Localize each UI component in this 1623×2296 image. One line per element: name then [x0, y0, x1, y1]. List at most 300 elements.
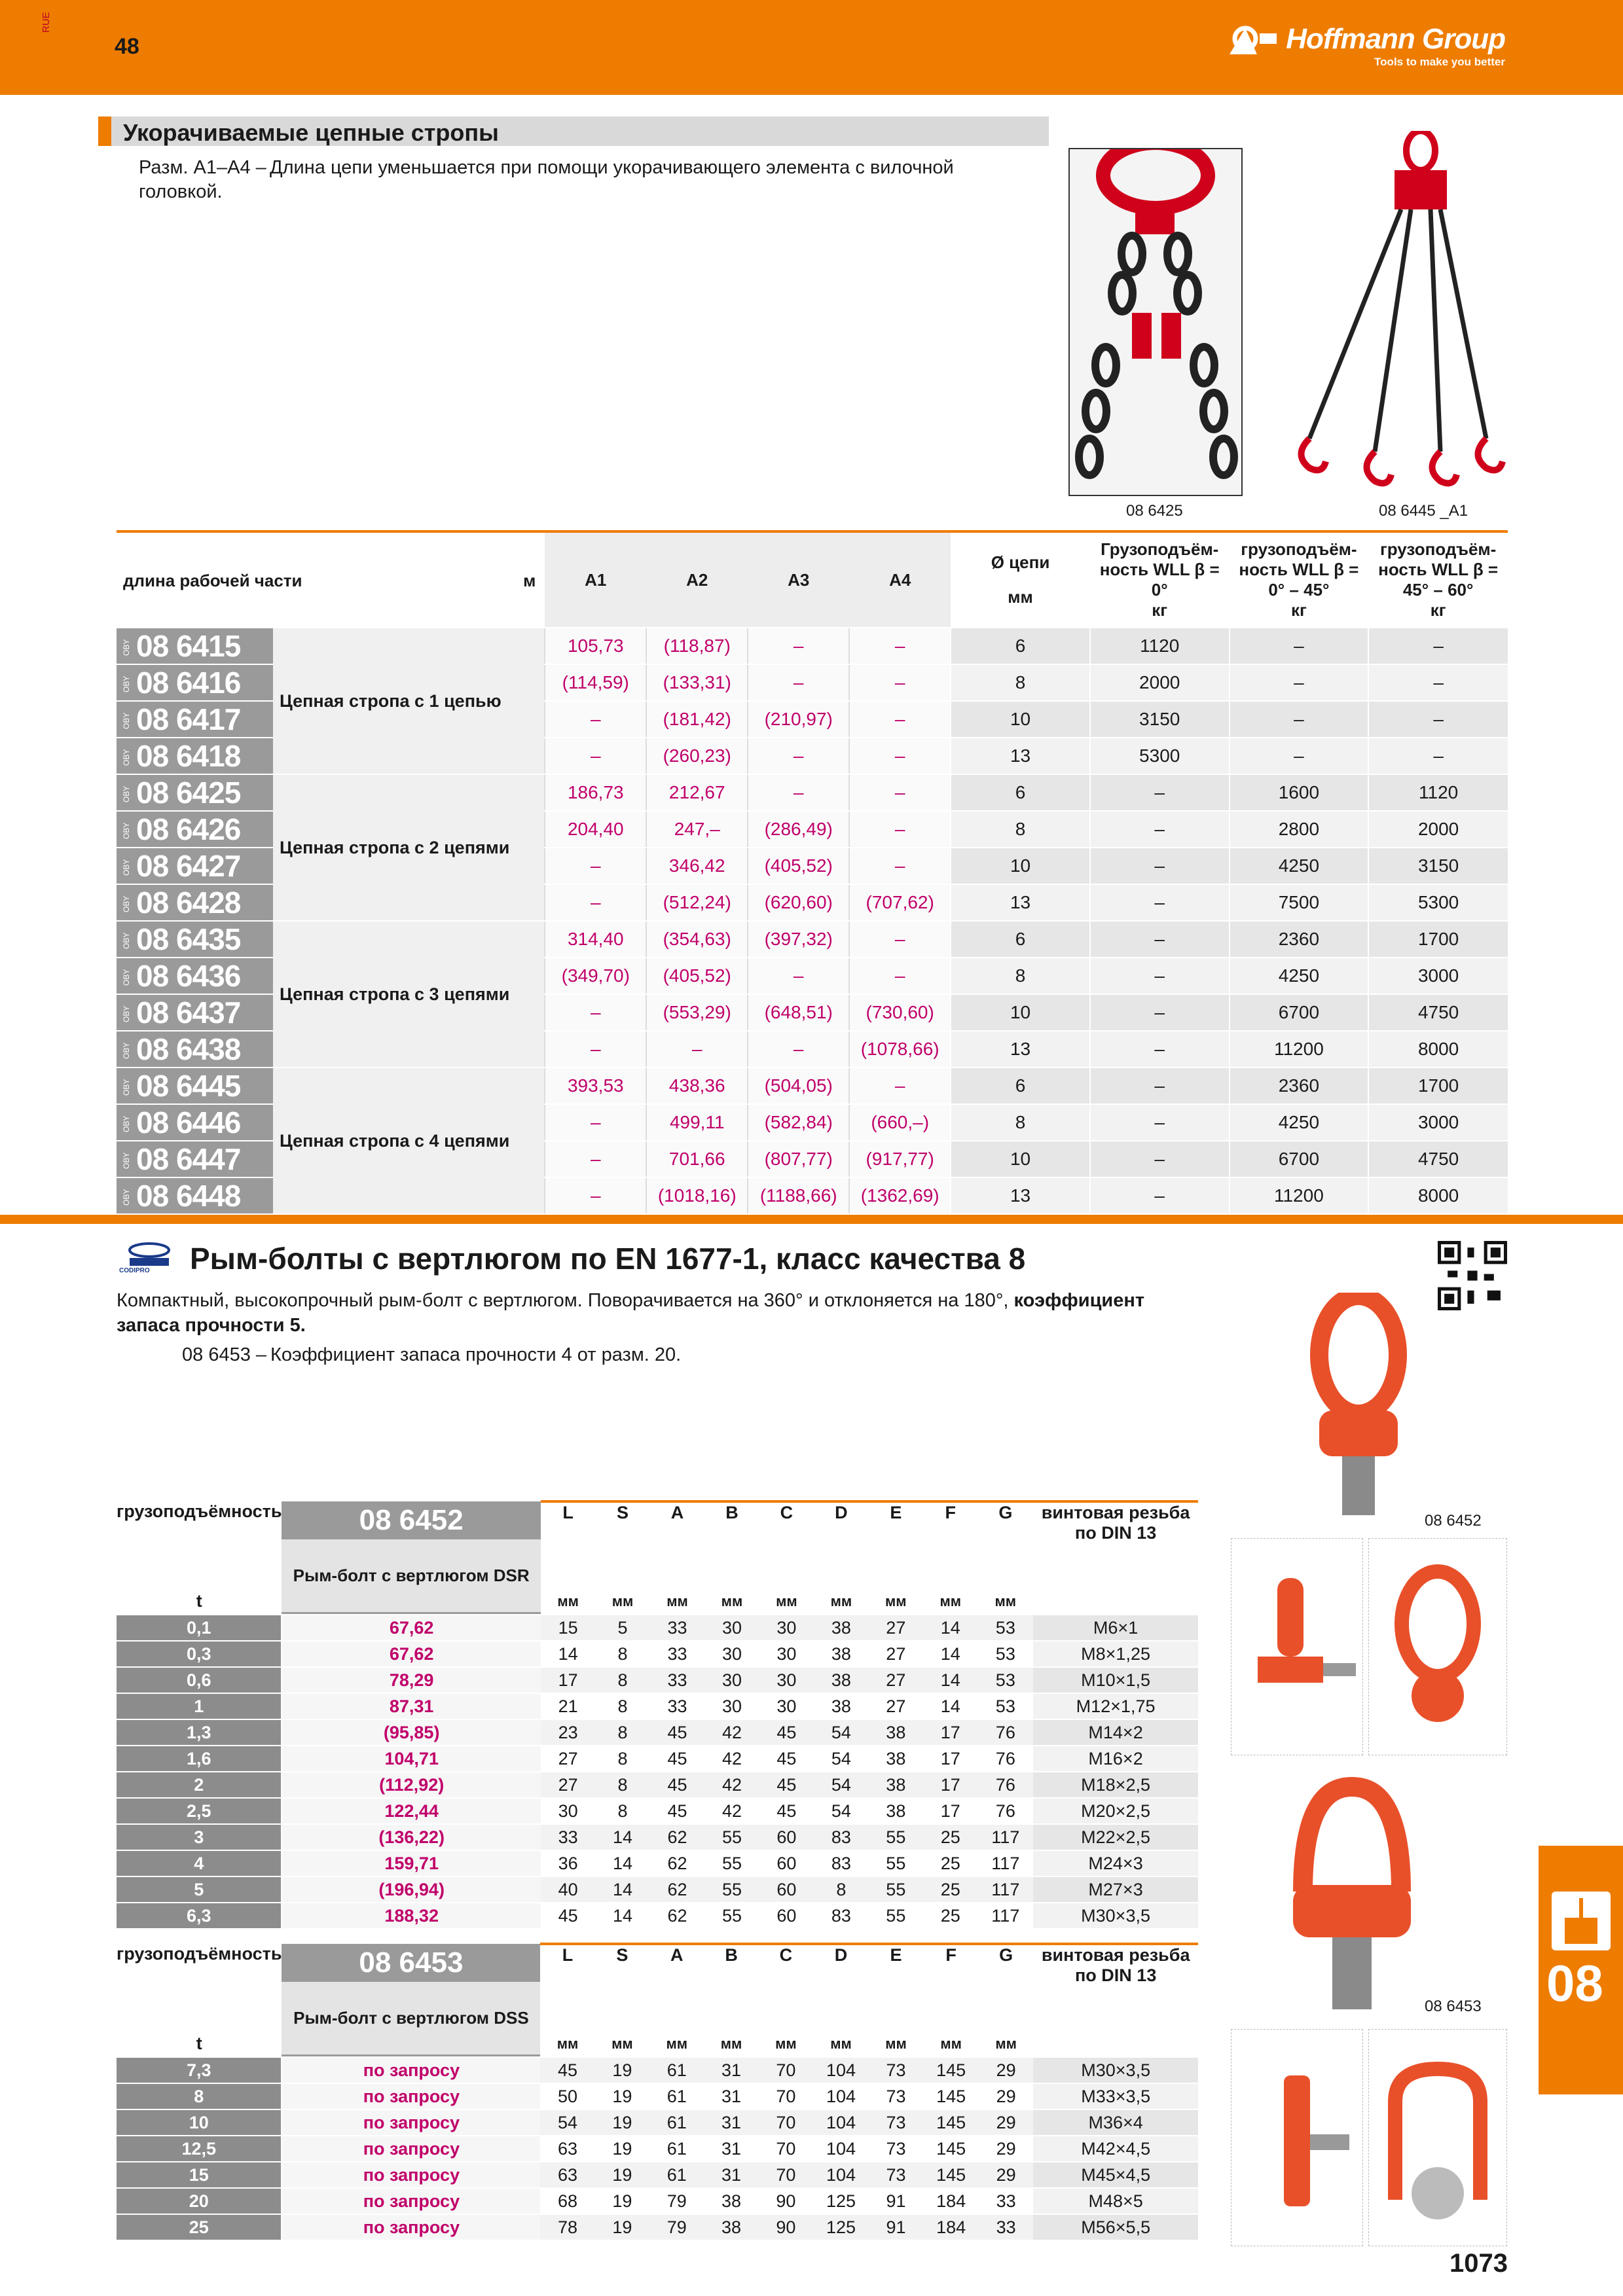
price-a3: –	[748, 774, 849, 811]
col-g: G	[979, 1944, 1033, 2031]
dim-c: 70	[759, 2083, 813, 2109]
dim-e: 27	[869, 1615, 923, 1641]
price-a2: (512,24)	[646, 884, 748, 921]
dim-a: 79	[649, 2188, 704, 2214]
capacity: 12,5	[117, 2136, 282, 2162]
chapter-number: 08	[1546, 1954, 1603, 2012]
dim-s: 8	[595, 1667, 649, 1693]
article-number-cell[interactable]	[117, 848, 273, 884]
capacity: 4	[117, 1850, 282, 1876]
chain-sling-icon	[1070, 149, 1241, 495]
dim-d: 38	[814, 1615, 868, 1641]
wll-0: –	[1090, 958, 1230, 994]
group-name: Цепная стропа с 4 цепями	[273, 1067, 545, 1214]
wll-0: –	[1090, 848, 1230, 884]
dim-a: 79	[649, 2214, 704, 2240]
price-a3: (210,97)	[748, 701, 849, 738]
capacity: 1,6	[117, 1746, 282, 1772]
dim-d: 83	[814, 1850, 868, 1876]
dim-l: 40	[541, 1876, 595, 1903]
size-label: Разм. A1–A4 –	[139, 157, 266, 178]
oby-label: OBY	[122, 1042, 131, 1059]
price-a2: (553,29)	[646, 994, 748, 1031]
price-a4: –	[849, 848, 951, 884]
table-header	[117, 1501, 1198, 1588]
qr-code[interactable]	[1438, 1241, 1507, 1310]
price-a1: 393,53	[545, 1067, 646, 1104]
price-a2: 701,66	[646, 1141, 748, 1177]
dim-f: 25	[923, 1876, 977, 1903]
col-d: D	[813, 1944, 869, 2031]
wll-45: 11200	[1230, 1177, 1369, 1214]
dim-e: 27	[869, 1667, 923, 1693]
table-row	[117, 1615, 1198, 1641]
price: 159,71	[282, 1850, 540, 1876]
wll-0: –	[1090, 774, 1230, 811]
dim-e: 91	[869, 2188, 923, 2214]
oby-label: OBY	[122, 895, 131, 912]
dim-b: 31	[704, 2162, 758, 2188]
article-number-cell[interactable]	[117, 701, 273, 738]
wll-45: –	[1230, 664, 1369, 701]
price: по запросу	[282, 2109, 540, 2136]
article-number-cell[interactable]	[117, 921, 273, 958]
dim-e: 55	[869, 1903, 923, 1929]
note-text: Коэффициент запаса прочности 4 от разм. 20.	[270, 1344, 682, 1365]
dim-l: 63	[540, 2162, 594, 2188]
product-photo-086452	[1303, 1293, 1414, 1528]
capacity: 0,1	[117, 1615, 282, 1641]
chain-diameter: 8	[951, 958, 1090, 994]
technical-drawing-icon	[1369, 2030, 1506, 2246]
oby-label: OBY	[122, 932, 131, 949]
article-number: 08 6453	[359, 1946, 464, 1979]
dim-b: 31	[704, 2109, 758, 2136]
thread: M42×4,5	[1033, 2136, 1198, 2162]
price-a4: (660,–)	[849, 1104, 951, 1141]
table-row	[117, 2109, 1198, 2136]
table-row	[117, 1824, 1198, 1850]
table-row	[117, 2083, 1198, 2109]
price: 104,71	[282, 1746, 540, 1772]
dim-f: 184	[923, 2214, 979, 2240]
dim-s: 19	[595, 2162, 649, 2188]
col-chain-diameter	[951, 531, 1090, 628]
table-header	[117, 1944, 1198, 2031]
wll-60: 3150	[1368, 848, 1508, 884]
dim-f: 145	[923, 2136, 979, 2162]
brand-tagline: Tools to make you better	[1374, 56, 1505, 68]
dim-g: 53	[978, 1615, 1034, 1641]
unit-mm: мм	[1008, 587, 1033, 607]
dim-s: 19	[595, 2057, 649, 2083]
article-header[interactable]	[282, 1501, 540, 1615]
dim-d: 54	[814, 1772, 868, 1798]
wll-0: –	[1090, 994, 1230, 1031]
unit-mm: мм	[923, 1588, 977, 1615]
dim-f: 14	[923, 1667, 977, 1693]
dim-f: 25	[923, 1850, 977, 1876]
thread: M36×4	[1033, 2109, 1198, 2136]
price: 188,32	[282, 1903, 540, 1929]
article-number-cell[interactable]	[117, 958, 273, 994]
article-header[interactable]	[282, 1944, 540, 2057]
dim-b: 55	[704, 1903, 759, 1929]
dim-l: 50	[540, 2083, 594, 2109]
table-row	[117, 2188, 1198, 2214]
section2-title: Рым-болты с вертлюгом по EN 1677-1, класс качества 8	[190, 1242, 1026, 1276]
price-a2: (181,42)	[646, 701, 748, 738]
qr-icon	[1438, 1241, 1507, 1310]
dim-c: 60	[759, 1850, 814, 1876]
table-row	[117, 2162, 1198, 2188]
article-number-cell[interactable]	[117, 628, 273, 664]
image-caption-086452: 08 6452	[1425, 1512, 1482, 1530]
capacity: 0,3	[117, 1641, 282, 1667]
article-number: 08 6448	[136, 1179, 241, 1213]
table-row	[117, 1876, 1198, 1903]
dim-b: 42	[704, 1798, 759, 1824]
col-a4: A4	[849, 531, 951, 628]
article-number-cell[interactable]	[117, 811, 273, 848]
dim-f: 17	[923, 1798, 977, 1824]
dim-s: 19	[595, 2188, 649, 2214]
col-b: B	[704, 1944, 758, 2031]
dim-l: 78	[540, 2214, 594, 2240]
dim-e: 55	[869, 1824, 923, 1850]
price-a1: –	[545, 994, 646, 1031]
oby-label: OBY	[122, 639, 131, 656]
wll-60: 5300	[1368, 884, 1508, 921]
wll-60: 8000	[1368, 1177, 1508, 1214]
wll-45: 2360	[1230, 921, 1369, 958]
dim-f: 145	[923, 2083, 979, 2109]
chain-diameter: 13	[951, 1031, 1090, 1067]
brand-name: Hoffmann Group	[1286, 23, 1505, 55]
unit-mm: мм	[650, 1588, 704, 1615]
thread-unit-blank	[1033, 2031, 1198, 2057]
price: по запросу	[282, 2083, 540, 2109]
price-a1: –	[545, 738, 646, 774]
wll-60: 3000	[1368, 958, 1508, 994]
dim-s: 14	[595, 1876, 649, 1903]
price-a1: 105,73	[545, 628, 646, 664]
table-header	[117, 531, 1508, 628]
dim-s: 8	[595, 1772, 649, 1798]
price-a1: (349,70)	[545, 958, 646, 994]
dim-l: 23	[541, 1719, 595, 1746]
wll-0: –	[1090, 1141, 1230, 1177]
dim-c: 90	[759, 2188, 813, 2214]
dim-g: 33	[979, 2214, 1033, 2240]
price-a1: 204,40	[545, 811, 646, 848]
price-a3: (582,84)	[748, 1104, 849, 1141]
group-name: Цепная стропа с 3 цепями	[273, 921, 545, 1067]
dim-a: 45	[650, 1772, 704, 1798]
thread: M24×3	[1033, 1850, 1198, 1876]
dim-f: 14	[923, 1615, 977, 1641]
thread: M33×3,5	[1033, 2083, 1198, 2109]
description-text: Длина цепи уменьшается при помощи укорачивающего элемента с вилочной головкой.	[139, 157, 954, 202]
capacity-header	[117, 1944, 282, 2057]
product-photo-086453	[1283, 1774, 1421, 2016]
thread: M8×1,25	[1033, 1641, 1198, 1667]
section-title-bar	[98, 117, 1049, 146]
price-a3: (405,52)	[748, 848, 849, 884]
capacity: 5	[117, 1876, 282, 1903]
dim-a: 62	[650, 1850, 704, 1876]
wll-60: 8000	[1368, 1031, 1508, 1067]
dim-g: 33	[979, 2188, 1033, 2214]
thread: M45×4,5	[1033, 2162, 1198, 2188]
dim-s: 19	[595, 2214, 649, 2240]
wll-0: –	[1090, 884, 1230, 921]
codipro-logo	[117, 1240, 182, 1271]
page-number-top: 48	[115, 34, 139, 59]
unit-mm: мм	[540, 2031, 594, 2057]
price-a2: (260,23)	[646, 738, 748, 774]
price-a4: –	[849, 664, 951, 701]
dim-d: 125	[813, 2214, 869, 2240]
price-a4: –	[849, 738, 951, 774]
dim-c: 30	[759, 1693, 814, 1719]
dim-g: 76	[978, 1746, 1034, 1772]
col-a: A	[649, 1944, 704, 2031]
dim-c: 60	[759, 1876, 814, 1903]
unit-mm: мм	[704, 1588, 759, 1615]
price-a2: (405,52)	[646, 958, 748, 994]
price-a1: (114,59)	[545, 664, 646, 701]
oby-label: OBY	[122, 1079, 131, 1096]
price-a1: –	[545, 1031, 646, 1067]
dim-e: 73	[869, 2109, 923, 2136]
dim-e: 38	[869, 1798, 923, 1824]
dim-f: 17	[923, 1719, 977, 1746]
col-d: D	[814, 1501, 868, 1588]
price: 67,62	[282, 1615, 540, 1641]
thread: M14×2	[1033, 1719, 1198, 1746]
wll-60: 4750	[1368, 1141, 1508, 1177]
technical-drawing-icon	[1231, 2030, 1362, 2246]
wll-45: 1600	[1230, 774, 1369, 811]
dim-e: 73	[869, 2057, 923, 2083]
price-a3: (807,77)	[748, 1141, 849, 1177]
dim-d: 125	[813, 2188, 869, 2214]
col-l: L	[541, 1501, 595, 1588]
dim-d: 54	[814, 1798, 868, 1824]
note-code: 08 6453 –	[182, 1344, 267, 1365]
image-caption-086453: 08 6453	[1425, 1998, 1482, 2015]
dim-d: 104	[813, 2083, 869, 2109]
col-e: E	[869, 1944, 923, 2031]
thread: M48×5	[1033, 2188, 1198, 2214]
dim-l: 17	[541, 1667, 595, 1693]
price-a1: –	[545, 1141, 646, 1177]
unit-mm: мм	[978, 1588, 1034, 1615]
unit-mm: мм	[759, 1588, 814, 1615]
price-a2: 438,36	[646, 1067, 748, 1104]
article-number-cell[interactable]	[117, 994, 273, 1031]
dim-c: 30	[759, 1667, 814, 1693]
brand-logo[interactable]	[1286, 23, 1505, 69]
drawing-side-086453	[1231, 2029, 1363, 2246]
dim-l: 27	[541, 1746, 595, 1772]
chain-diameter: 6	[951, 774, 1090, 811]
price-a1: 314,40	[545, 921, 646, 958]
article-number-cell[interactable]	[117, 1141, 273, 1177]
dim-d: 104	[813, 2109, 869, 2136]
dim-b: 42	[704, 1772, 759, 1798]
article-number-cell[interactable]	[117, 1031, 273, 1067]
price-a1: 186,73	[545, 774, 646, 811]
price-a2: 346,42	[646, 848, 748, 884]
dim-e: 91	[869, 2214, 923, 2240]
capacity: 7,3	[117, 2057, 282, 2083]
dim-c: 70	[759, 2136, 813, 2162]
table-row	[117, 1641, 1198, 1667]
dim-s: 14	[595, 1903, 649, 1929]
chain-diameter: 13	[951, 884, 1090, 921]
article-number-cell[interactable]	[117, 1104, 273, 1141]
capacity-header	[117, 1501, 282, 1615]
article-number: 08 6445	[136, 1069, 241, 1103]
dim-g: 117	[978, 1850, 1034, 1876]
price-a4: –	[849, 701, 951, 738]
dim-b: 55	[704, 1850, 759, 1876]
article-number-cell[interactable]	[117, 1067, 273, 1104]
table-row	[117, 2214, 1198, 2240]
unit-t: t	[196, 1591, 202, 1611]
four-leg-sling-icon	[1277, 131, 1512, 497]
dim-s: 8	[595, 1641, 649, 1667]
col-wll-0	[1090, 531, 1230, 628]
price: по запросу	[282, 2162, 540, 2188]
desc-bold: коэффициент запаса прочности 5.	[117, 1290, 1145, 1336]
wll-45: 6700	[1230, 1141, 1369, 1177]
dim-c: 90	[759, 2214, 813, 2240]
col-c: C	[759, 1944, 813, 2031]
unit-kg: кг	[1152, 600, 1168, 620]
col-e: E	[869, 1501, 923, 1588]
length-header	[117, 531, 545, 628]
col-g: G	[978, 1501, 1034, 1588]
wll-60: –	[1368, 664, 1508, 701]
dim-b: 31	[704, 2083, 758, 2109]
dim-f: 25	[923, 1903, 977, 1929]
article-number: 08 6416	[136, 666, 241, 700]
dim-g: 29	[979, 2136, 1033, 2162]
article-number: 08 6436	[136, 959, 241, 993]
capacity: 1,3	[117, 1719, 282, 1746]
unit-mm: мм	[813, 2031, 869, 2057]
product-photo-086445	[1277, 131, 1512, 497]
dim-c: 70	[759, 2057, 813, 2083]
chain-diameter: 10	[951, 994, 1090, 1031]
dim-b: 38	[704, 2214, 758, 2240]
article-number: 08 6438	[136, 1032, 241, 1066]
article-number: 08 6415	[136, 629, 241, 663]
price-a4: –	[849, 774, 951, 811]
price: по запросу	[282, 2136, 540, 2162]
col-wll-45	[1230, 531, 1369, 628]
unit-mm: мм	[869, 1588, 923, 1615]
col-a2: A2	[646, 531, 748, 628]
dim-e: 27	[869, 1641, 923, 1667]
article-number-cell[interactable]	[117, 774, 273, 811]
chain-diameter: 13	[951, 1177, 1090, 1214]
dim-d: 104	[813, 2057, 869, 2083]
dim-d: 38	[814, 1667, 868, 1693]
article-description: Рым-болт с вертлюгом DSS	[282, 1982, 540, 2054]
dim-f: 25	[923, 1824, 977, 1850]
dim-b: 42	[704, 1719, 759, 1746]
dim-a: 33	[650, 1667, 704, 1693]
dim-a: 62	[650, 1876, 704, 1903]
oby-label: OBY	[122, 822, 131, 839]
article-number: 08 6418	[136, 739, 241, 773]
dim-l: 45	[540, 2057, 594, 2083]
oby-label: OBY	[122, 785, 131, 802]
page-number-bottom: 1073	[1450, 2249, 1508, 2278]
wll-45: 4250	[1230, 848, 1369, 884]
article-number-cell[interactable]	[117, 884, 273, 921]
dim-d: 104	[813, 2162, 869, 2188]
thread: M27×3	[1033, 1876, 1198, 1903]
price-a2: (133,31)	[646, 664, 748, 701]
dim-e: 38	[869, 1746, 923, 1772]
article-number: 08 6452	[359, 1504, 464, 1536]
dim-b: 55	[704, 1824, 759, 1850]
table-row	[117, 1719, 1198, 1746]
dim-l: 68	[540, 2188, 594, 2214]
dim-e: 27	[869, 1693, 923, 1719]
dim-l: 45	[541, 1903, 595, 1929]
dim-g: 53	[978, 1641, 1034, 1667]
price-a1: –	[545, 884, 646, 921]
dim-g: 29	[979, 2109, 1033, 2136]
article-number: 08 6426	[136, 812, 241, 846]
wll-0: 1120	[1090, 628, 1230, 664]
article-number-cell[interactable]	[117, 664, 273, 701]
dim-g: 53	[978, 1693, 1034, 1719]
article-number: 08 6437	[136, 996, 241, 1030]
dim-b: 31	[704, 2057, 758, 2083]
dim-a: 45	[650, 1798, 704, 1824]
unit-mm: мм	[541, 1588, 595, 1615]
capacity: 6,3	[117, 1903, 282, 1929]
oby-label: OBY	[122, 712, 131, 729]
article-number-cell[interactable]	[117, 1177, 273, 1214]
dim-e: 55	[869, 1876, 923, 1903]
price: 78,29	[282, 1667, 540, 1693]
dim-s: 8	[595, 1746, 649, 1772]
price: (136,22)	[282, 1824, 540, 1850]
wll-45: –	[1230, 701, 1369, 738]
chain-diameter-label: Ø цепи	[991, 552, 1050, 572]
thread: M30×3,5	[1033, 2057, 1198, 2083]
wll-0-label: Грузоподъём-ность WLL β = 0°	[1099, 539, 1220, 600]
length-label: длина рабочей части	[123, 571, 302, 590]
dim-a: 61	[649, 2136, 704, 2162]
capacity: 2,5	[117, 1798, 282, 1824]
wll-60-label: грузоподъём-ность WLL β = 45° – 60°	[1378, 539, 1499, 600]
article-number-cell[interactable]	[117, 738, 273, 774]
chain-diameter: 6	[951, 921, 1090, 958]
wll-45: 2360	[1230, 1067, 1369, 1104]
table-row	[117, 774, 1508, 811]
lifting-icon	[1552, 1892, 1611, 1950]
oby-label: OBY	[122, 749, 131, 766]
